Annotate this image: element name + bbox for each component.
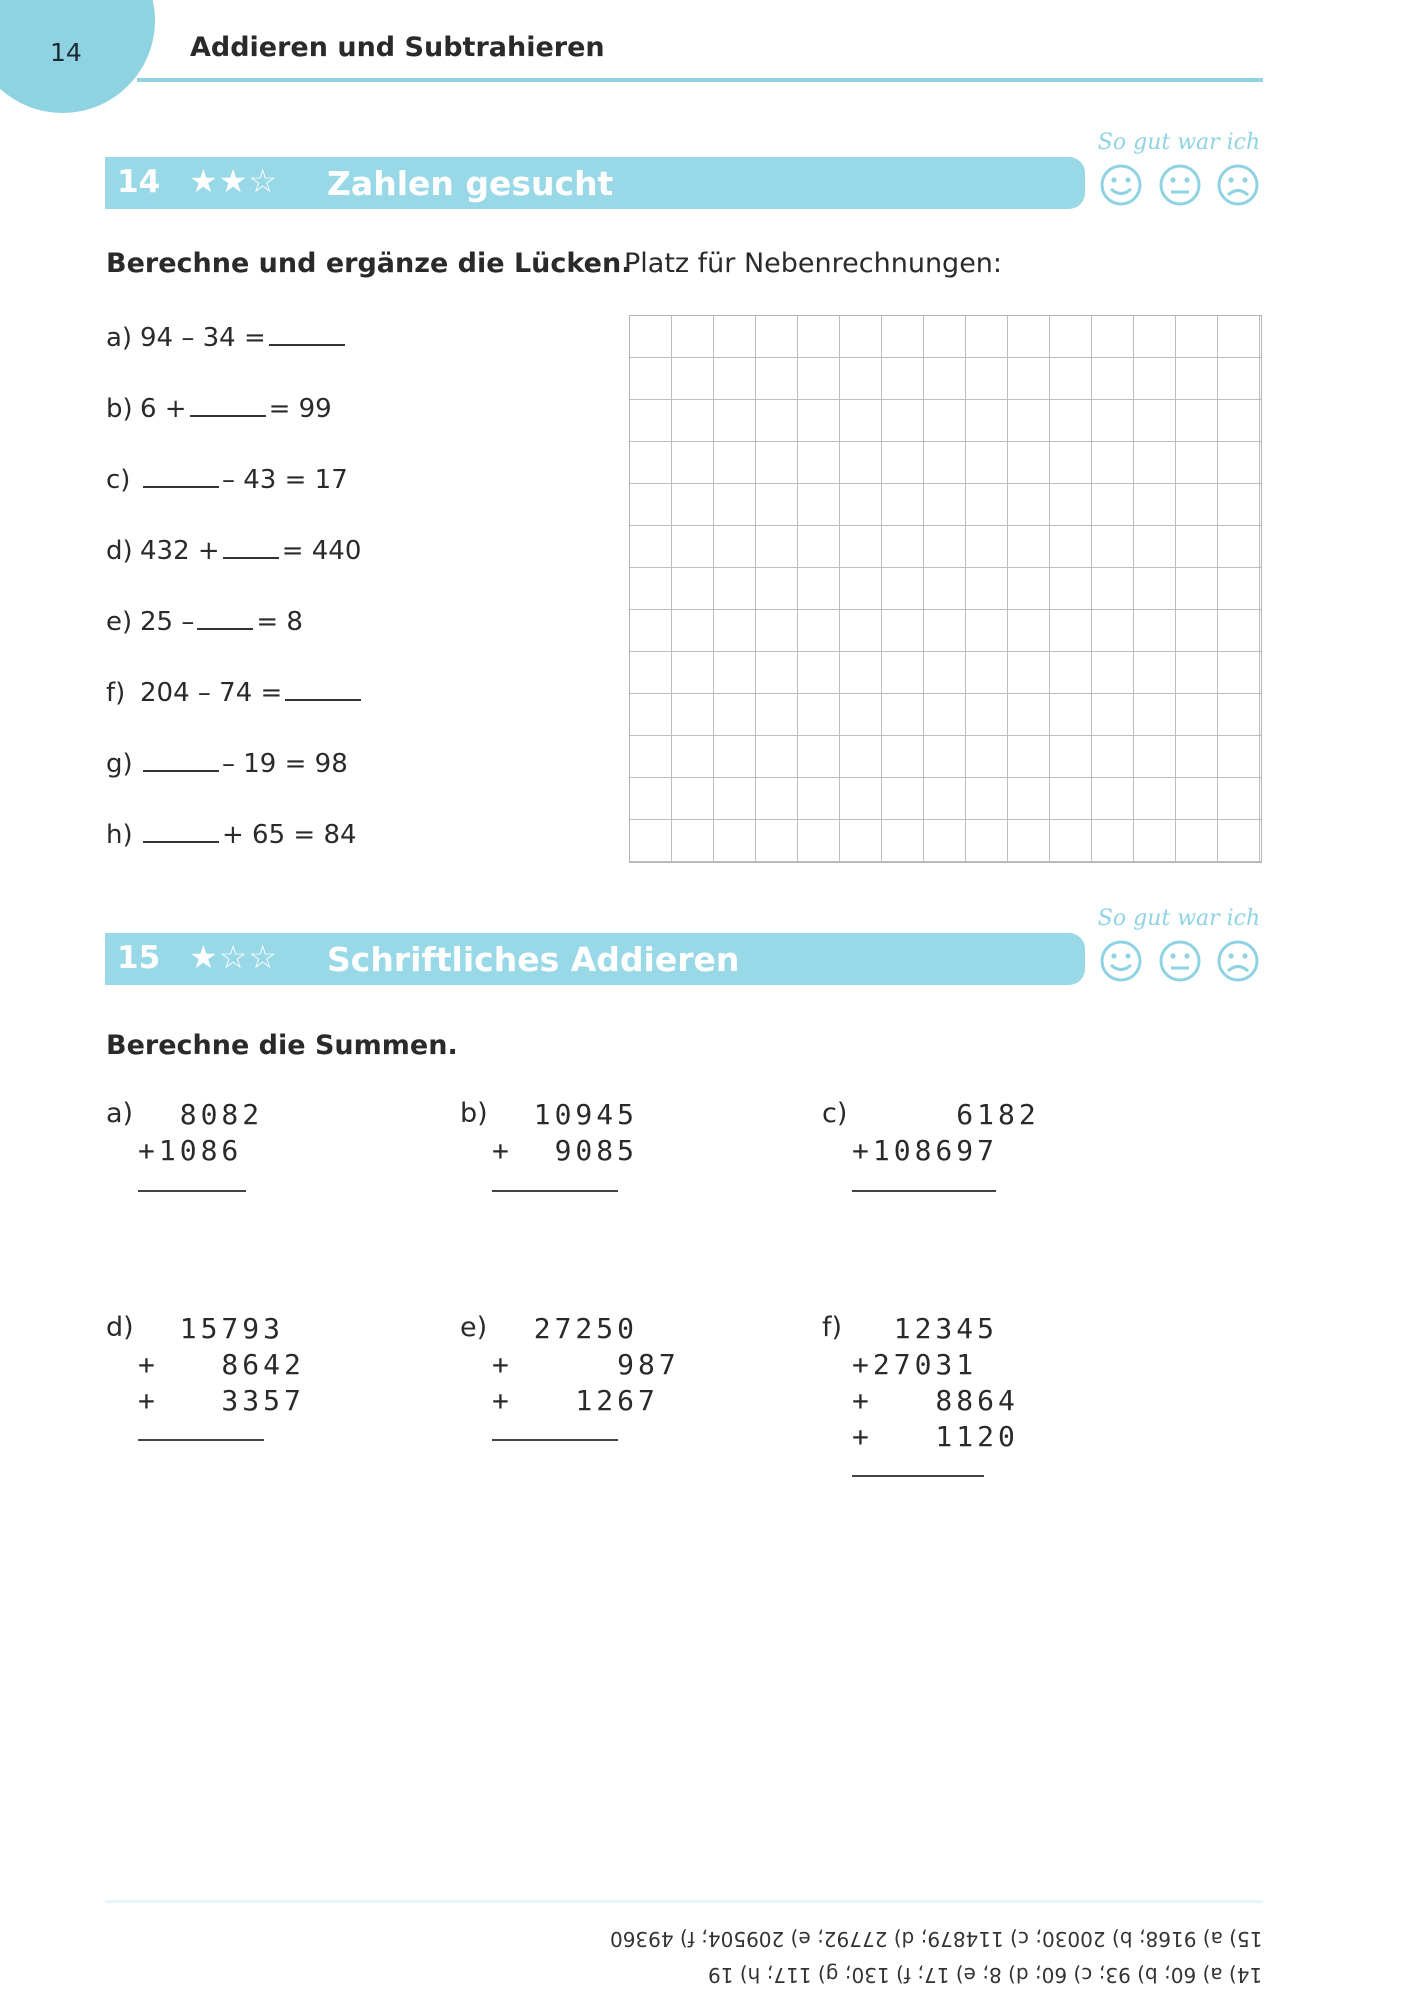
task-text: – 19 = 98 [222,749,348,779]
answer-blank[interactable] [190,391,266,417]
task-text: – 43 = 17 [222,465,348,495]
page-title: Addieren und Subtrahieren [190,32,605,63]
task-label: h) [106,820,133,850]
task-d [106,533,361,566]
task-label: a) [106,323,133,353]
task-g [106,746,348,779]
footer-rule [105,1900,1263,1903]
neutral-face-icon[interactable] [1159,164,1201,206]
problem-label: c) [822,1098,848,1129]
sum-line[interactable] [138,1190,246,1192]
answer-key-line-15: 15) a) 9168; b) 20030; c) 114879; d) 27792; e) 209504; f) 49360 [609,1927,1262,1951]
exercise-15-banner [105,933,1085,985]
scratch-grid[interactable] [629,315,1262,863]
rating-box [1095,906,1263,986]
task-label: g) [106,749,133,779]
task-text: + 65 = 84 [222,820,357,850]
answer-blank[interactable] [269,320,345,346]
task-b [106,391,332,424]
exercise-title: Schriftliches Addieren [327,940,740,979]
addend-line: + 1267 [492,1384,659,1417]
answer-blank[interactable] [285,675,361,701]
task-text: = 99 [268,394,332,424]
addition-problem-c [822,1098,1152,1208]
task-label: b) [106,394,133,424]
task-a [106,320,348,353]
task-text: 6 + [140,394,187,424]
task-label: e) [106,607,133,637]
task-e [106,604,303,637]
scratch-area-label: Platz für Nebenrechnungen: [624,248,1003,279]
task-text: = 440 [281,536,362,566]
task-text: 94 – 34 = [140,323,266,353]
sum-line[interactable] [492,1190,618,1192]
answer-blank[interactable] [143,462,219,488]
rating-box [1095,130,1263,210]
addend-line: + 987 [492,1348,680,1381]
addend-line: + 8642 [138,1348,305,1381]
addition-problem-d [106,1312,406,1462]
addend-line: + 3357 [138,1384,305,1417]
task-text: 25 – [140,607,195,637]
addend-line: 15793 [138,1312,285,1345]
answer-blank[interactable] [143,817,219,843]
problem-label: d) [106,1312,134,1343]
addend-line: +1086 [138,1134,243,1167]
answer-key-line-14: 14) a) 60; b) 93; c) 60; d) 8; e) 17; f) 130; g) 117; h) 19 [707,1963,1262,1987]
difficulty-stars: ★☆☆ [189,938,279,976]
happy-face-icon[interactable] [1100,940,1142,982]
answer-blank[interactable] [197,604,253,630]
addend-line: 27250 [492,1312,639,1345]
rating-label: So gut war ich [1097,130,1261,155]
exercise-15-instruction: Berechne die Summen. [106,1030,458,1061]
sum-line[interactable] [852,1475,984,1477]
happy-face-icon[interactable] [1100,164,1142,206]
sum-line[interactable] [852,1190,996,1192]
task-c [106,462,348,495]
answer-blank[interactable] [223,533,279,559]
sum-line[interactable] [138,1439,264,1441]
sad-face-icon[interactable] [1217,940,1259,982]
problem-label: a) [106,1098,134,1129]
addend-line: 10945 [492,1098,639,1131]
header-rule [137,78,1263,82]
task-text: 432 + [140,536,220,566]
sad-face-icon[interactable] [1217,164,1259,206]
task-h [106,817,357,850]
addend-line: + 8864 [852,1384,1019,1417]
task-text: = 8 [256,607,303,637]
problem-label: e) [460,1312,488,1343]
task-label: d) [106,536,133,566]
exercise-number: 15 [117,940,161,976]
sum-line[interactable] [492,1439,618,1441]
difficulty-stars: ★★☆ [189,162,279,200]
task-label: f) [106,678,126,708]
addend-line: +27031 [852,1348,978,1381]
problem-label: f) [822,1312,843,1343]
exercise-14-banner [105,157,1085,209]
addition-problem-f [822,1312,1152,1492]
addend-line: 6182 [852,1098,1040,1131]
rating-label: So gut war ich [1097,906,1261,931]
addition-problem-b [460,1098,760,1208]
task-f [106,675,364,708]
problem-label: b) [460,1098,488,1129]
addend-line: 12345 [852,1312,999,1345]
answer-blank[interactable] [143,746,219,772]
exercise-number: 14 [117,164,161,200]
task-text: 204 – 74 = [140,678,283,708]
neutral-face-icon[interactable] [1159,940,1201,982]
addition-problem-e [460,1312,760,1462]
addition-problem-a [106,1098,366,1208]
exercise-title: Zahlen gesucht [327,164,614,203]
addend-line: +108697 [852,1134,999,1167]
addend-line: + 1120 [852,1420,1019,1453]
task-label: c) [106,465,131,495]
page-number: 14 [50,38,82,67]
addend-line: + 9085 [492,1134,639,1167]
exercise-14-instruction: Berechne und ergänze die Lücken. [106,248,632,279]
addend-line: 8082 [138,1098,264,1131]
